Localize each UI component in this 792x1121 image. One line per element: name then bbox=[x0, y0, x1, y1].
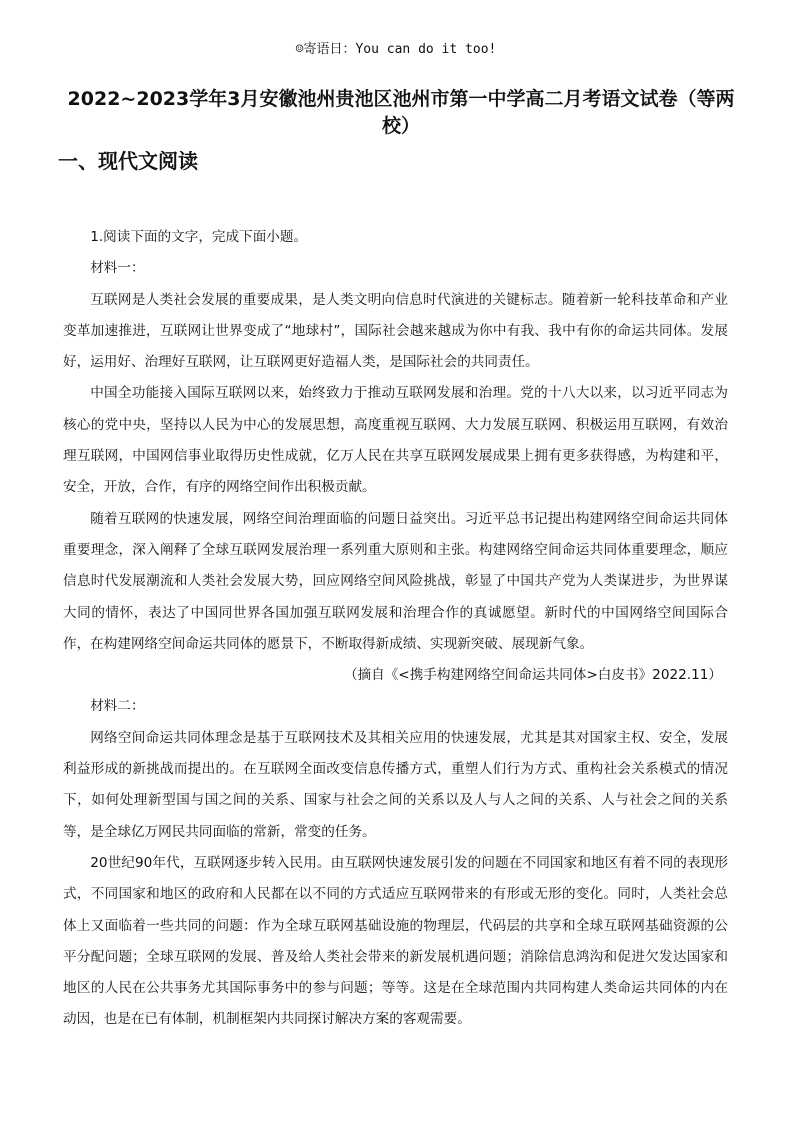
material1-label: 材料一： bbox=[90, 260, 145, 277]
material2-paragraph: 20世纪90年代，互联网逐步转入民用。由互联网快速发展引发的问题在不同国家和地区有着不同的表现形式，不同国家和地区的政府和人民都在以不同的方式适应互联网带来的有形或无形的变化。同时，人类社会总体上又面临着一些共同的问题：作为全球互联网基础设施的物理层，代码层的共享和全球互联网基础资源的公平分配问题；全球互联网的发展、普及给人类社会带来的新发展机遇问题；消除信息鸿沟和促进欠发达国家和地区的人民在公共事务尤其国际事务中的参与问题；等等。这是在全球范围内共同构建人类命运共同体的内在动因，也是在已有体制，机制框架内共同探讨解决方案的客观需要。 bbox=[63, 854, 728, 1028]
header-note: ☺寄语日：You can do it too! bbox=[295, 42, 497, 57]
material1-paragraph: 中国全功能接入国际互联网以来，始终致力于推动互联网发展和治理。党的十八大以来，以习近平同志为核心的党中央，坚持以人民为中心的发展思想，高度重视互联网、大力发展互联网、积极运用互联网，有效治理互联网，中国网信事业取得历史性成就，亿万人民在共享互联网发展成果上拥有更多获得感，为构建和平，安全，开放，合作，有序的网络空间作出积极贡献。 bbox=[63, 385, 728, 496]
page-title: 2022~2023学年3月安徽池州贵池区池州市第一中学高二月考语文试卷（等两校） bbox=[67, 88, 735, 137]
section-heading: 一、现代文阅读 bbox=[58, 149, 198, 173]
material1-paragraph: 互联网是人类社会发展的重要成果，是人类文明向信息时代演进的关键标志。随着新一轮科技革命和产业变革加速推进，互联网让世界变成了“地球村”，国际社会越来越成为你中有我、我中有你的命运共同体。发展好，运用好、治理好互联网，让互联网更好造福人类，是国际社会的共同责任。 bbox=[63, 291, 728, 371]
reading-passage bbox=[63, 222, 728, 1036]
material1-source: （摘自《<携手构建网络空间命运共同体>白皮书》2022.11） bbox=[343, 667, 722, 684]
material2-label: 材料二： bbox=[90, 698, 145, 715]
material2-paragraph: 网络空间命运共同体理念是基于互联网技术及其相关应用的快速发展，尤其是其对国家主权、安全，发展利益形成的新挑战而提出的。在互联网全面改变信息传播方式，重塑人们行为方式、重构社会关系模式的情况下，如何处理新型国与国之间的关系、国家与社会之间的关系以及人与人之间的关系、人与社会之间的关系等，是全球亿万网民共同面临的常新，常变的任务。 bbox=[63, 729, 728, 840]
material1-paragraph: 随着互联网的快速发展，网络空间治理面临的问题日益突出。习近平总书记提出构建网络空间命运共同体重要理念，深入阐释了全球互联网发展治理一系列重大原则和主张。构建网络空间命运共同体重要理念，顺应信息时代发展潮流和人类社会发展大势，回应网络空间风险挑战，彰显了中国共产党为人类谋进步，为世界谋大同的情怀，表达了中国同世界各国加强互联网发展和治理合作的真诚愿望。新时代的中国网络空间国际合作，在构建网络空间命运共同体的愿景下，不断取得新成绩、实现新突破、展现新气象。 bbox=[63, 510, 728, 652]
question-instruction: 1.阅读下面的文字，完成下面小题。 bbox=[90, 229, 308, 245]
